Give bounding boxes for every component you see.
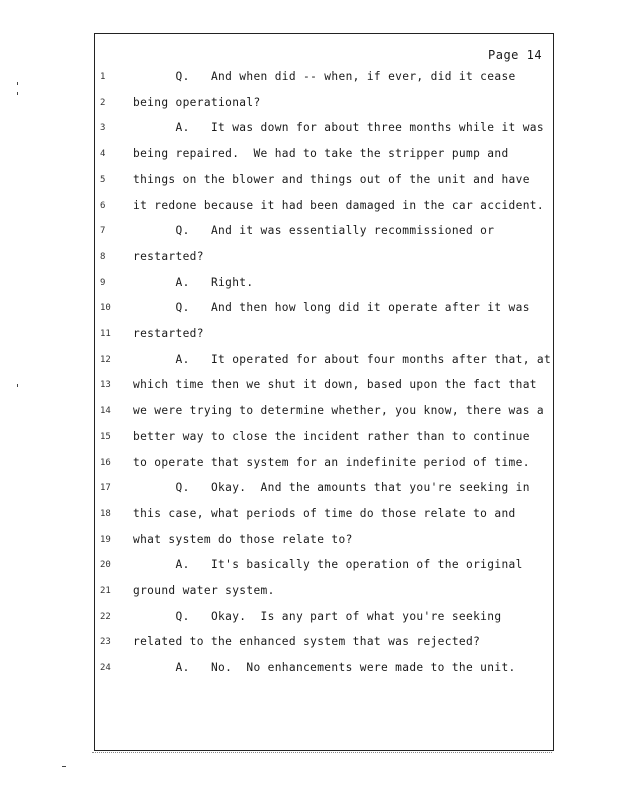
transcript-line: Q. And it was essentially recommissioned or bbox=[133, 224, 495, 238]
line-number: 3 bbox=[100, 123, 106, 134]
transcript-line: we were trying to determine whether, you know, there was a bbox=[133, 404, 544, 418]
line-number: 24 bbox=[100, 663, 111, 674]
line-number: 22 bbox=[100, 611, 111, 622]
line-number: 4 bbox=[100, 149, 106, 160]
transcript-line: what system do those relate to? bbox=[133, 532, 353, 546]
transcript-line: restarted? bbox=[133, 249, 204, 263]
line-number: 18 bbox=[100, 508, 111, 519]
transcript-line: restarted? bbox=[133, 327, 204, 340]
transcript-line: Q. Okay. And the amounts that you're seeking in bbox=[133, 481, 530, 495]
transcript-line: Q. Okay. Is any part of what you're seeking bbox=[133, 609, 502, 623]
transcript-line: things on the blower and things out of the unit and have bbox=[133, 172, 530, 186]
transcript-line: related to the enhanced system that was rejected? bbox=[133, 635, 481, 649]
transcript-line: which time then we shut it down, based upon the fact that bbox=[133, 378, 537, 392]
page-number: Page 14 bbox=[488, 48, 543, 62]
transcript-line: Q. And when did -- when, if ever, did it cease bbox=[133, 70, 516, 83]
line-number: 11 bbox=[100, 329, 111, 339]
line-number: 21 bbox=[100, 586, 111, 596]
line-number: 16 bbox=[100, 457, 111, 468]
scan-speck bbox=[17, 92, 18, 95]
scan-speck bbox=[17, 384, 18, 387]
transcript-line: to operate that system for an indefinite period of time. bbox=[133, 455, 530, 469]
line-number: 20 bbox=[100, 560, 111, 571]
transcript-line: A. It operated for about four months after that, at bbox=[133, 352, 551, 366]
line-number: 2 bbox=[100, 97, 106, 108]
transcript-line: it redone because it had been damaged in the car accident. bbox=[133, 198, 544, 212]
line-number: 17 bbox=[100, 483, 111, 494]
line-number: 19 bbox=[100, 534, 111, 545]
transcript-line: being operational? bbox=[133, 95, 261, 109]
scan-speck bbox=[17, 82, 18, 85]
line-number: 5 bbox=[100, 174, 106, 185]
line-number: 7 bbox=[100, 226, 106, 237]
line-number: 8 bbox=[100, 251, 106, 262]
line-number: 15 bbox=[100, 431, 111, 442]
transcript-line: this case, what periods of time do those relate to and bbox=[133, 506, 516, 520]
transcript-line: A. It's basically the operation of the original bbox=[133, 558, 523, 572]
transcript-line: A. No. No enhancements were made to the unit. bbox=[133, 661, 516, 675]
line-number: 13 bbox=[100, 380, 111, 391]
transcript-line: A. It was down for about three months while it was bbox=[133, 121, 544, 135]
transcript-line: A. Right. bbox=[133, 275, 254, 289]
line-number: 12 bbox=[100, 354, 111, 365]
line-number: 10 bbox=[100, 303, 111, 314]
scan-footer-noise bbox=[92, 752, 552, 757]
transcript-line: ground water system. bbox=[133, 584, 275, 597]
transcript-line: Q. And then how long did it operate after it was bbox=[133, 301, 530, 315]
transcript-line: better way to close the incident rather than to continue bbox=[133, 429, 530, 443]
line-number: 14 bbox=[100, 406, 111, 417]
scan-speck bbox=[62, 766, 66, 767]
line-number: 6 bbox=[100, 200, 106, 211]
line-number: 23 bbox=[100, 637, 111, 648]
line-number: 1 bbox=[100, 72, 106, 82]
line-number: 9 bbox=[100, 277, 106, 288]
transcript-line: being repaired. We had to take the stripper pump and bbox=[133, 147, 509, 161]
